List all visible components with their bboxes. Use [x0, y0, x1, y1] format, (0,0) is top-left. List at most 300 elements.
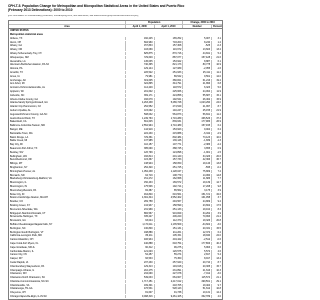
- cell-change-percent: 13.4: [211, 257, 222, 260]
- cell-change-number: 5,007: [182, 37, 211, 40]
- cell-pop-2010: 153,923: [154, 128, 183, 131]
- cell-pop-2010: 107,771: [154, 143, 183, 146]
- cell-pop-2000: 234,090: [125, 272, 154, 275]
- cell-pop-2000: 90,312: [125, 246, 154, 249]
- cell-change-number: 21,896: [182, 82, 211, 85]
- cell-pop-2010: 404,422: [154, 238, 183, 241]
- cell-change-number: 3,655: [182, 147, 211, 150]
- cell-area: Abilene, TX: [10, 36, 23, 40]
- cell-pop-2000: 144,919: [125, 128, 154, 131]
- cell-pop-2000: 157,833: [125, 44, 154, 47]
- cell-change-percent: -0.2: [211, 166, 222, 169]
- cell-pop-2010: 153,922: [154, 60, 183, 63]
- cell-area: Brunswick, GA: [10, 219, 26, 223]
- cell-pop-2000: 1,052,238: [125, 170, 154, 173]
- cell-change-number: 20,331: [182, 227, 211, 230]
- cell-change-percent: 22.0: [211, 234, 222, 237]
- cell-area: Casper, WY: [10, 257, 23, 261]
- cell-pop-2000: 129,313: [125, 265, 154, 268]
- cell-pop-2010: 274,549: [154, 105, 183, 108]
- cell-pop-2000: 121,003: [125, 250, 154, 253]
- cell-area: Champaign-Urbana, IL: [10, 268, 35, 272]
- cell-pop-2000: 222,230: [125, 132, 154, 135]
- cell-change-percent: 7.2: [211, 170, 222, 173]
- cell-change-percent: 17.5: [211, 204, 222, 207]
- cell-pop-2000: 1,170,111: [125, 223, 154, 226]
- cell-area: Ames, IA: [10, 74, 20, 78]
- cell-pop-2010: 618,754: [154, 242, 183, 245]
- cell-change-percent: 13.8: [211, 162, 222, 165]
- cell-change-percent: 40.3: [211, 242, 222, 245]
- cell-pop-2010: 158,599: [154, 204, 183, 207]
- cell-area: California-Lexington Park, MD: [10, 234, 42, 238]
- cell-pop-2010: 127,089: [154, 67, 183, 70]
- cell-area: Baltimore-Columbia-Towson, MD: [10, 124, 45, 128]
- cell-change-number: 8,887: [182, 60, 211, 63]
- cell-change-percent: 15.1: [211, 94, 222, 97]
- cell-pop-2000: 151,272: [125, 177, 154, 180]
- cell-pop-2000: 1,249,763: [125, 117, 154, 120]
- cell-pop-2010: 916,829: [154, 212, 183, 215]
- cell-area: Bend-Redmond, OR: [10, 158, 32, 162]
- cell-change-percent: 7.7: [211, 177, 222, 180]
- cell-change-percent: 21.1: [211, 276, 222, 279]
- cell-pop-2010: 821,173: [154, 63, 183, 66]
- cell-pop-2010: 251,133: [154, 208, 183, 211]
- cell-pop-2000: 115,367: [125, 158, 154, 161]
- cell-area: Ann Arbor, MI: [10, 82, 25, 86]
- cell-area: Burlington-South Burlington, VT: [10, 230, 44, 234]
- cell-area: Cape Coral-Fort Myers, FL: [10, 241, 39, 245]
- cell-pop-2010: 5,286,728: [154, 101, 183, 104]
- cell-area: Allentown-Bethlehem-Easton, PA-NJ: [10, 63, 49, 67]
- cell-pop-2000: 201,602: [125, 90, 154, 93]
- cell-pop-2000: 4,391,344: [125, 196, 154, 199]
- cell-area: Battle Creek, MI: [10, 139, 28, 143]
- cell-pop-2010: 1,716,289: [154, 117, 183, 120]
- cell-change-number: 25,155: [182, 109, 211, 112]
- cell-area: Charlotte-Concord-Gastonia, NC-SC: [10, 279, 49, 283]
- cell-area: Binghamton, NY: [10, 165, 28, 169]
- cell-pop-2000: 103,069: [125, 48, 154, 51]
- cell-change-number: 73,123: [182, 136, 211, 139]
- cell-change-number: 10,131: [182, 291, 211, 294]
- cell-change-number: 19,139: [182, 181, 211, 184]
- cell-change-number: -34,602: [182, 223, 211, 226]
- cell-area: Albany, OR: [10, 48, 23, 52]
- cell-pop-2000: 86,211: [125, 234, 154, 237]
- cell-pop-2000: 252,320: [125, 166, 154, 169]
- cell-change-percent: 15.9: [211, 98, 222, 101]
- cell-change-number: 21,997: [182, 105, 211, 108]
- cell-pop-2000: 825,875: [125, 52, 154, 55]
- cell-pop-2000: 110,157: [125, 143, 154, 146]
- cell-change-number: 25,411: [182, 71, 211, 74]
- cell-area: Auburn-Opelika, AL: [10, 109, 31, 113]
- cell-change-number: 157,428: [182, 56, 211, 59]
- cell-change-percent: 9.2: [211, 200, 222, 203]
- cell-pop-2010: 157,733: [154, 158, 183, 161]
- cell-change-number: 61,216: [182, 79, 211, 82]
- cell-change-percent: 3.9: [211, 212, 222, 215]
- cell-pop-2010: 231,891: [154, 269, 183, 272]
- cell-change-percent: 20.6: [211, 155, 222, 158]
- cell-area: Bellingham, WA: [10, 154, 27, 158]
- cell-pop-2000: 66,533: [125, 257, 154, 260]
- cell-pop-2000: 2,552,994: [125, 124, 154, 127]
- cell-area: Boise City, ID: [10, 192, 25, 196]
- cell-pop-2010: 151,131: [154, 227, 183, 230]
- cell-pop-2000: 82,387: [125, 189, 154, 192]
- header-number: Number: [182, 25, 211, 28]
- cell-pop-2000: 130,800: [125, 227, 154, 230]
- cell-change-percent: -3.0: [211, 223, 222, 226]
- cell-change-percent: 6.8: [211, 82, 222, 85]
- cell-pop-2000: 129,144: [125, 67, 154, 70]
- cell-pop-2000: 335,227: [125, 215, 154, 218]
- cell-area: Amarillo, TX: [10, 71, 23, 75]
- cell-change-number: 177,866: [182, 242, 211, 245]
- cell-change-percent: 6.2: [211, 124, 222, 127]
- cell-change-number: 466,526: [182, 117, 211, 120]
- cell-change-number: 2,817: [182, 253, 211, 256]
- cell-change-percent: 6.2: [211, 128, 222, 131]
- cell-change-percent: 13.2: [211, 48, 222, 51]
- cell-change-number: 20,305: [182, 265, 211, 268]
- cell-area: Bloomington, IN: [10, 184, 28, 188]
- cell-change-number: 55,687: [182, 94, 211, 97]
- cell-change-percent: 1.2: [211, 41, 222, 44]
- cell-change-percent: -1.6: [211, 67, 222, 70]
- cell-change-percent: -1.5: [211, 151, 222, 154]
- cell-pop-2010: 124,898: [154, 151, 183, 154]
- cell-change-percent: 11.2: [211, 71, 222, 74]
- cell-pop-2000: 440,888: [125, 242, 154, 245]
- cell-pop-2000: 126,799: [125, 151, 154, 154]
- cell-pop-2000: 115,092: [125, 109, 154, 112]
- table-body: [9, 29, 222, 299]
- cell-pop-2000: 94,719: [125, 174, 154, 177]
- cell-change-number: 23,662: [182, 204, 211, 207]
- cell-change-percent: 5.4: [211, 52, 222, 55]
- cell-area: Brownsville-Harlingen, TX: [10, 215, 38, 219]
- cell-pop-2010: 839,631: [154, 120, 183, 123]
- cell-pop-2010: 802,484: [154, 136, 183, 139]
- cell-area: Alexandria, LA: [10, 59, 26, 63]
- cell-pop-2010: 118,572: [154, 86, 183, 89]
- cell-change-number: -595: [182, 166, 211, 169]
- cell-pop-2010: 169,572: [154, 181, 183, 184]
- cell-change-percent: -1.3: [211, 139, 222, 142]
- cell-pop-2010: 2,710,489: [154, 124, 183, 127]
- cell-pop-2000: 661,645: [125, 120, 154, 123]
- cell-pop-2000: 237,230: [125, 261, 154, 264]
- cell-change-number: 34,262: [182, 212, 211, 215]
- cell-pop-2010: 9,461,105: [154, 295, 183, 298]
- header-2010: April 1, 2010: [154, 25, 183, 28]
- table-row: [9, 295, 222, 299]
- cell-change-number: 26,462: [182, 98, 211, 101]
- cell-pop-2000: 81,607: [125, 291, 154, 294]
- cell-change-percent: -0.6: [211, 238, 222, 241]
- cell-change-percent: 10.9: [211, 63, 222, 66]
- header-area: Area: [64, 24, 70, 28]
- cell-area: Canton-Massillon, OH: [10, 238, 34, 242]
- cell-pop-2010: 136,146: [154, 139, 183, 142]
- header-percent: Percent: [213, 24, 222, 28]
- cell-pop-2010: 251,725: [154, 166, 183, 169]
- cell-change-number: 51,612: [182, 287, 211, 290]
- cell-area: Austin-Round Rock, TX: [10, 116, 35, 120]
- header-change: Change, 2000 to 2010: [182, 21, 222, 24]
- cell-change-number: 21,616: [182, 269, 211, 272]
- cell-change-percent: 3.7: [211, 196, 222, 199]
- cell-change-percent: 9.8: [211, 185, 222, 188]
- cell-pop-2010: 344,791: [154, 82, 183, 85]
- cell-change-number: 19,326: [182, 219, 211, 222]
- cell-change-number: 8,240: [182, 41, 211, 44]
- cell-pop-2010: 75,450: [154, 257, 183, 260]
- cell-area: Birmingham-Hoover, AL: [10, 169, 36, 173]
- cell-pop-2010: 192,714: [154, 185, 183, 188]
- cell-change-number: 75,809: [182, 170, 211, 173]
- cell-area: Anniston-Oxford-Jacksonville, AL: [10, 86, 46, 90]
- cell-change-number: -1,839: [182, 139, 211, 142]
- cell-change-number: 157,495: [182, 124, 211, 127]
- cell-area: Carbondale-Marion, IL: [10, 249, 34, 253]
- cell-pop-2000: 729,361: [125, 136, 154, 139]
- cell-pop-2010: 89,542: [154, 75, 183, 78]
- cell-pop-2010: 528,143: [154, 287, 183, 290]
- cell-change-percent: 36.7: [211, 158, 222, 161]
- cell-area: Athens-Clarke County, GA: [10, 97, 38, 101]
- header-2000: April 1, 2000: [125, 25, 154, 28]
- cell-area: UNITED STATES: [10, 29, 29, 33]
- cell-pop-2010: 162,958: [154, 177, 183, 180]
- cell-pop-2000: 319,605: [125, 79, 154, 82]
- cell-change-percent: 12.7: [211, 181, 222, 184]
- cell-change-percent: 4.6: [211, 250, 222, 253]
- cell-change-number: 14,060: [182, 174, 211, 177]
- cell-pop-2000: 166,079: [125, 98, 154, 101]
- cell-change-percent: 8.7: [211, 261, 222, 264]
- cell-change-number: 42,366: [182, 158, 211, 161]
- cell-change-number: 6,323: [182, 86, 211, 89]
- cell-area: Atlantic City-Hammonton, NJ: [10, 105, 41, 109]
- cell-change-percent: 9.7: [211, 284, 222, 287]
- cell-pop-2010: 406,220: [154, 215, 183, 218]
- cell-area: Carson City, NV: [10, 253, 27, 257]
- cell-pop-2000: 252,552: [125, 105, 154, 108]
- cell-area: Atlanta-Sandy Springs-Roswell, GA: [10, 101, 48, 105]
- cell-change-number: 9,004: [182, 128, 211, 131]
- cell-area: Appleton, WI: [10, 90, 24, 94]
- cell-area: Asheville, NC: [10, 93, 25, 97]
- cell-pop-2000: 166,814: [125, 155, 154, 158]
- cell-pop-2000: 4,263,438: [125, 101, 154, 104]
- cell-pop-2010: 1,128,047: [154, 170, 183, 173]
- cell-area: Bowling Green, KY: [10, 203, 31, 207]
- cell-area: Beckley, WV: [10, 150, 24, 154]
- cell-change-number: -1,901: [182, 151, 211, 154]
- cell-pop-2000: 476,531: [125, 287, 154, 290]
- cell-pop-2000: 1,717,451: [125, 280, 154, 283]
- cell-change-percent: 12.0: [211, 75, 222, 78]
- cell-change-percent: 15.7: [211, 265, 222, 268]
- cell-change-number: 44,841: [182, 52, 211, 55]
- cell-pop-2010: 108,779: [154, 174, 183, 177]
- cell-change-number: -525: [182, 44, 211, 47]
- cell-pop-2010: 126,575: [154, 250, 183, 253]
- population-table: [8, 20, 223, 300]
- cell-pop-2010: 870,716: [154, 52, 183, 55]
- cell-area: Bloomsburg-Berwick, PA: [10, 188, 37, 192]
- cell-change-percent: 11.2: [211, 113, 222, 116]
- cell-area: Bloomington, IL: [10, 181, 27, 185]
- cell-change-percent: 5.4: [211, 253, 222, 256]
- cell-pop-2000: 369,171: [125, 94, 154, 97]
- cell-pop-2010: 112,370: [154, 219, 183, 222]
- cell-pop-2000: 694,960: [125, 41, 154, 44]
- header-population: Population: [125, 21, 182, 24]
- cell-pop-2000: 729,649: [125, 56, 154, 59]
- cell-pop-2010: 227,078: [154, 272, 183, 275]
- cell-pop-2010: 564,873: [154, 113, 183, 116]
- cell-area: Bremerton-Silverdale, WA: [10, 207, 38, 211]
- cell-change-percent: 10.3: [211, 269, 222, 272]
- cell-area: Albuquerque, NM: [10, 55, 29, 59]
- cell-pop-2010: 225,666: [154, 90, 183, 93]
- cell-area: Altoona, PA: [10, 67, 23, 71]
- cell-pop-2000: 740,395: [125, 63, 154, 66]
- cell-change-number: 18,940: [182, 234, 211, 237]
- cell-change-percent: 32.6: [211, 193, 222, 196]
- cell-change-percent: -2.2: [211, 143, 222, 146]
- cell-pop-2000: 231,969: [125, 208, 154, 211]
- cell-area: Charleston-North Charleston, SC: [10, 276, 46, 280]
- cell-change-number: 20,710: [182, 261, 211, 264]
- cell-pop-2000: 145,035: [125, 60, 154, 63]
- cell-pop-2010: 140,247: [154, 109, 183, 112]
- table-title: CPH-T-5. Population Change for Metropolitan and Micropolitan Statistical Areas in the United States and Puerto Rico (February 2013 Delineations): 2000 to 2010: [8, 4, 185, 12]
- cell-pop-2010: 887,077: [154, 56, 183, 59]
- cell-change-percent: -3.0: [211, 272, 222, 275]
- cell-pop-2010: 158,050: [154, 162, 183, 165]
- cell-pop-2010: 157,308: [154, 44, 183, 47]
- cell-area: Boulder, CO: [10, 200, 24, 204]
- cell-pop-2010: 257,940: [154, 261, 183, 264]
- cell-change-percent: 37.3: [211, 117, 222, 120]
- cell-pop-2010: 2,217,012: [154, 280, 183, 283]
- cell-pop-2010: 85,562: [154, 189, 183, 192]
- cell-area: Chambersburg-Waynesboro, PA: [10, 264, 45, 268]
- cell-change-percent: 8.7: [211, 105, 222, 108]
- cell-area: Blacksburg-Christiansburg-Radford, VA: [10, 177, 52, 181]
- cell-area: Augusta-Richmond County, GA-SC: [10, 112, 48, 116]
- cell-area: Charlottesville, VA: [10, 283, 30, 287]
- cell-change-percent: 20.8: [211, 219, 222, 222]
- cell-area: Bakersfield, CA: [10, 120, 27, 124]
- cell-area: Charleston, WV: [10, 272, 27, 276]
- cell-area: Albany, GA: [10, 44, 22, 48]
- cell-change-number: -2,386: [182, 143, 211, 146]
- cell-pop-2000: 508,032: [125, 113, 154, 116]
- cell-change-number: -7,012: [182, 272, 211, 275]
- cell-change-number: 56,841: [182, 113, 211, 116]
- cell-area: Metropolitan statistical areas: [10, 33, 43, 37]
- cell-pop-2000: 226,522: [125, 71, 154, 74]
- cell-pop-2000: 199,301: [125, 284, 154, 287]
- cell-pop-2010: 380,821: [154, 79, 183, 82]
- cell-change-percent: -0.3: [211, 44, 222, 47]
- cell-change-percent: 8.3: [211, 208, 222, 211]
- cell-area: Cheyenne, WY: [10, 291, 27, 295]
- cell-area: Cedar Rapids, IA: [10, 260, 29, 264]
- cell-pop-2010: 105,151: [154, 234, 183, 237]
- cell-area: Cape Girardeau, MO-IL: [10, 245, 35, 249]
- cell-change-percent: 6.1: [211, 60, 222, 63]
- cell-change-number: 177,986: [182, 120, 211, 123]
- cell-change-number: 12,372: [182, 231, 211, 234]
- cell-change-number: 19,404: [182, 284, 211, 287]
- cell-area: Bismarck, ND: [10, 173, 25, 177]
- cell-area: Buffalo-Cheektowaga-Niagara Falls, NY: [10, 222, 53, 226]
- cell-pop-2000: 52,457: [125, 253, 154, 256]
- cell-area: Burlington, NC: [10, 226, 26, 230]
- cell-change-number: 24,064: [182, 90, 211, 93]
- cell-pop-2000: 406,934: [125, 238, 154, 241]
- cell-pop-2000: 322,895: [125, 82, 154, 85]
- cell-change-percent: 6.6: [211, 246, 222, 249]
- cell-area: Barnstable Town, MA: [10, 131, 33, 135]
- cell-pop-2010: 55,274: [154, 253, 183, 256]
- cell-pop-2010: 149,618: [154, 265, 183, 268]
- cell-change-number: 3,175: [182, 189, 211, 192]
- cell-change-percent: 3.1: [211, 37, 222, 40]
- cell-area: Bangor, ME: [10, 128, 23, 132]
- cell-pop-2000: 79,981: [125, 75, 154, 78]
- cell-change-number: 5,572: [182, 250, 211, 253]
- cell-area: Beaumont-Port Arthur, TX: [10, 147, 38, 150]
- cell-pop-2010: 96,275: [154, 246, 183, 249]
- cell-area: Bridgeport-Stamford-Norwalk, CT: [10, 211, 46, 215]
- cell-pop-2000: 137,985: [125, 139, 154, 142]
- cell-change-number: 151,721: [182, 193, 211, 196]
- cell-pop-2000: 175,506: [125, 185, 154, 188]
- cell-change-number: 13,603: [182, 48, 211, 51]
- cell-area: Albany-Schenectady-Troy, NY: [10, 52, 42, 56]
- cell-pop-2010: 251,933: [154, 71, 183, 74]
- cell-pop-2010: 165,252: [154, 37, 183, 40]
- cell-change-percent: 3.9: [211, 189, 222, 192]
- cell-change-percent: 11.9: [211, 90, 222, 93]
- cell-change-percent: 10.0: [211, 136, 222, 139]
- cell-change-number: -6,342: [182, 132, 211, 135]
- cell-change-number: 19,146: [182, 162, 211, 165]
- cell-change-number: 11,686: [182, 177, 211, 180]
- cell-area: Chattanooga, TN-GA: [10, 287, 33, 291]
- cell-change-number: 362,789: [182, 295, 211, 298]
- cell-change-percent: -2.9: [211, 132, 222, 135]
- cell-change-percent: 24.0: [211, 101, 222, 104]
- cell-change-percent: 14.8: [211, 174, 222, 177]
- cell-pop-2010: 215,888: [154, 132, 183, 135]
- cell-area: Billings, MT: [10, 162, 23, 166]
- cell-pop-2010: 116,672: [154, 48, 183, 51]
- cell-change-number: 499,561: [182, 280, 211, 283]
- cell-pop-2000: 93,044: [125, 219, 154, 222]
- cell-change-percent: 15.5: [211, 227, 222, 230]
